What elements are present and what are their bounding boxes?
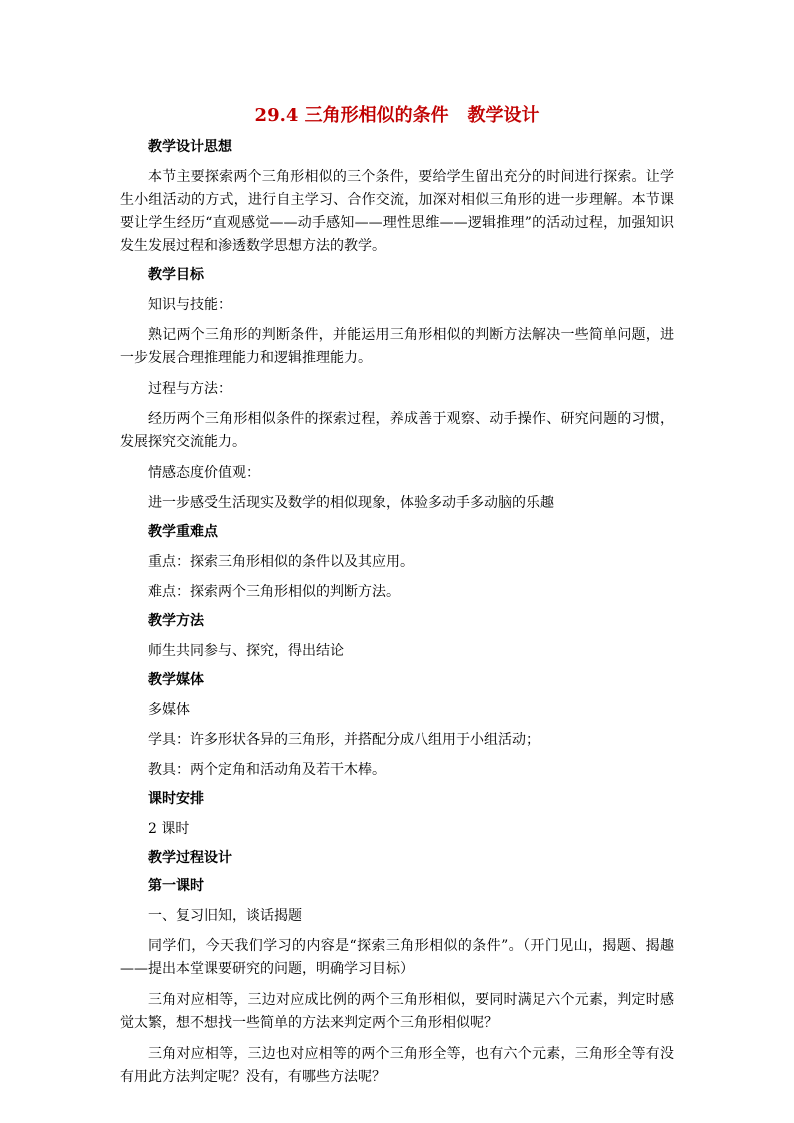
heading-first-lesson: 第一课时	[148, 878, 204, 894]
heading-teaching-method: 教学方法	[148, 613, 204, 629]
paragraph-process-methods: 经历两个三角形相似条件的探索过程，养成善于观察、动手操作、研究问题的习惯，发展探究交流能力。	[120, 411, 674, 450]
heading-design-thought: 教学设计思想	[148, 139, 232, 155]
paragraph-process-3: 三角对应相等，三边也对应相等的两个三角形全等，也有六个元素，三角形全等有没有用此方法判定呢？没有，有哪些方法呢？	[120, 1046, 674, 1085]
paragraph-class-schedule: 2 课时	[148, 821, 190, 837]
paragraph-difficult-point: 难点：探索两个三角形相似的判断方法。	[148, 584, 400, 600]
heading-teaching-goals: 教学目标	[148, 267, 204, 283]
paragraph-knowledge-skills: 熟记两个三角形的判断条件，并能运用三角形相似的判断方法解决一些简单问题，进一步发展合理推理能力和逻辑推理能力。	[120, 327, 674, 366]
paragraph-teaching-media: 多媒体	[148, 702, 190, 718]
label-process-methods: 过程与方法：	[148, 381, 232, 397]
heading-class-schedule: 课时安排	[148, 791, 204, 807]
document-title: 29.4 三角形相似的条件 教学设计	[254, 105, 540, 126]
paragraph-process-1: 同学们，今天我们学习的内容是“探索三角形相似的条件”。（开门见山，揭题、揭趣——提出本堂课要研究的问题，明确学习目标）	[120, 938, 674, 977]
paragraph-step-one: 一、复习旧知，谈话揭题	[148, 908, 302, 924]
label-knowledge-skills: 知识与技能：	[148, 297, 232, 313]
paragraph-emotion-values: 进一步感受生活现实及数学的相似现象，体验多动手多动脑的乐趣	[148, 495, 554, 511]
label-emotion-values: 情感态度价值观：	[148, 465, 260, 481]
paragraph-student-tools: 学具：许多形状各异的三角形，并搭配分成八组用于小组活动；	[148, 732, 540, 748]
paragraph-process-2: 三角对应相等，三边对应成比例的两个三角形相似，要同时满足六个元素，判定时感觉太繁，想不想找一些简单的方法来判定两个三角形相似呢？	[120, 992, 674, 1031]
heading-teaching-media: 教学媒体	[148, 672, 204, 688]
paragraph-teaching-method: 师生共同参与、探究，得出结论	[148, 643, 344, 659]
heading-key-difficult-points: 教学重难点	[148, 524, 218, 540]
paragraph-key-point: 重点：探索三角形相似的条件以及其应用。	[148, 554, 414, 570]
paragraph-design-thought: 本节主要探索两个三角形相似的三个条件，要给学生留出充分的时间进行探索。让学生小组活动的方式，进行自主学习、合作交流，加深对相似三角形的进一步理解。本节课要让学生经历“直观感觉——动手感知——理性思维——逻辑推理”的活动过程，加强知识发生发展过程和渗透数学思想方法的教学。	[120, 169, 674, 254]
heading-teaching-process: 教学过程设计	[148, 850, 232, 866]
paragraph-teacher-tools: 教具：两个定角和活动角及若干木棒。	[148, 762, 386, 778]
